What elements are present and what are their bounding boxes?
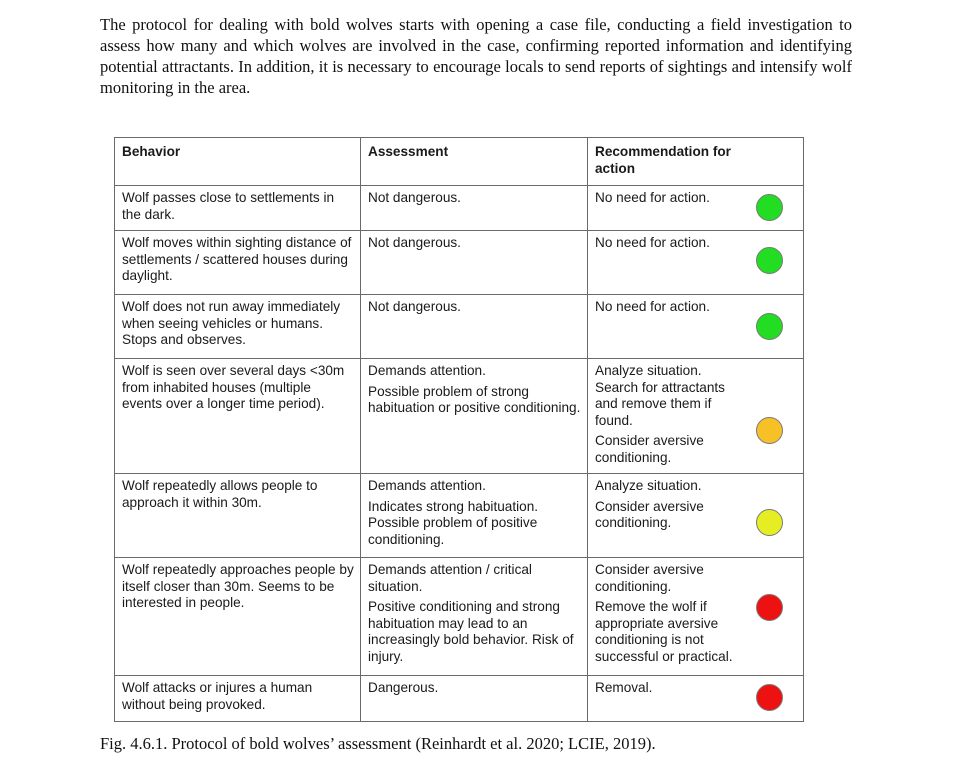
recommendation-cell xyxy=(588,676,804,722)
behavior-cell: Wolf is seen over several days <30m from inhabited houses (multiple events over a longer time period). xyxy=(115,359,361,474)
table-row xyxy=(115,186,804,231)
assessment-cell xyxy=(361,676,588,722)
assessment-cell xyxy=(361,231,588,295)
recommendation-text: Consider aversive conditioning. xyxy=(595,562,704,594)
header-behavior: Behavior xyxy=(115,138,361,186)
recommendation-detail-text: Consider aversive conditioning. xyxy=(595,498,704,530)
assessment-text: Not dangerous. xyxy=(368,190,461,205)
assessment-cell xyxy=(361,186,588,231)
table-row xyxy=(115,359,804,474)
status-indicator xyxy=(756,594,783,621)
recommendation-cell xyxy=(588,186,804,231)
table-row xyxy=(115,558,804,676)
recommendation-cell xyxy=(588,359,804,474)
status-indicator xyxy=(756,313,783,340)
bold-wolves-protocol-table xyxy=(114,137,804,722)
table-row xyxy=(115,474,804,558)
recommendation-cell xyxy=(588,231,804,295)
behavior-cell: Wolf repeatedly allows people to approach it within 30m. xyxy=(115,474,361,558)
assessment-detail-text: Positive conditioning and strong habituation may lead to an increasingly bold behavior. Risk of injury. xyxy=(368,599,574,664)
recommendation-text: No need for action. xyxy=(595,190,710,205)
assessment-detail-text: Indicates strong habituation. Possible problem of positive conditioning. xyxy=(368,498,539,547)
recommendation-cell xyxy=(588,474,804,558)
recommendation-text: No need for action. xyxy=(595,235,710,250)
figure-caption: Fig. 4.6.1. Protocol of bold wolves’ assessment (Reinhardt et al. 2020; LCIE, 2019). xyxy=(100,734,656,753)
assessment-text: Demands attention / critical situation. xyxy=(368,562,532,594)
status-indicator xyxy=(756,194,783,221)
table-header-row xyxy=(115,138,804,186)
assessment-cell xyxy=(361,474,588,558)
recommendation-detail-text: Consider aversive conditioning. xyxy=(595,433,704,465)
behavior-cell: Wolf passes close to settlements in the dark. xyxy=(115,186,361,231)
assessment-text: Demands attention. xyxy=(368,478,486,493)
recommendation-text: No need for action. xyxy=(595,299,710,314)
status-indicator xyxy=(756,417,783,444)
status-indicator xyxy=(756,247,783,274)
intro-paragraph: The protocol for dealing with bold wolves starts with opening a case file, conducting a field investigation to assess how many and which wolves are involved in the case, confirming reported information and identifying potential attractants. In addition, it is necessary to encourage locals to send reports of sightings and intensify wolf monitoring in the area. xyxy=(100,15,852,97)
assessment-detail-text: Possible problem of strong habituation or positive conditioning. xyxy=(368,383,581,415)
assessment-text: Dangerous. xyxy=(368,680,439,695)
status-indicator xyxy=(756,509,783,536)
table-row xyxy=(115,231,804,295)
assessment-text: Not dangerous. xyxy=(368,235,461,250)
behavior-cell: Wolf moves within sighting distance of settlements / scattered houses during daylight. xyxy=(115,231,361,295)
recommendation-text: Analyze situation. xyxy=(595,478,702,493)
recommendation-text: Analyze situation. Search for attractants and remove them if found. xyxy=(595,363,725,428)
header-assessment: Assessment xyxy=(361,138,588,186)
header-recommendation xyxy=(588,138,804,186)
assessment-text: Demands attention. xyxy=(368,363,486,378)
table-row xyxy=(115,676,804,722)
header-recommendation-label: Recommendation for action xyxy=(595,144,731,176)
behavior-cell: Wolf repeatedly approaches people by itself closer than 30m. Seems to be interested in people. xyxy=(115,558,361,676)
behavior-cell: Wolf does not run away immediately when seeing vehicles or humans. Stops and observes. xyxy=(115,295,361,359)
status-indicator xyxy=(756,684,783,711)
assessment-cell xyxy=(361,295,588,359)
recommendation-text: Removal. xyxy=(595,680,653,695)
assessment-cell xyxy=(361,359,588,474)
recommendation-detail-text: Remove the wolf if appropriate aversive conditioning is not successful or practical. xyxy=(595,599,733,664)
behavior-cell: Wolf attacks or injures a human without being provoked. xyxy=(115,676,361,722)
assessment-text: Not dangerous. xyxy=(368,299,461,314)
assessment-cell xyxy=(361,558,588,676)
recommendation-cell xyxy=(588,558,804,676)
table-row xyxy=(115,295,804,359)
recommendation-cell xyxy=(588,295,804,359)
